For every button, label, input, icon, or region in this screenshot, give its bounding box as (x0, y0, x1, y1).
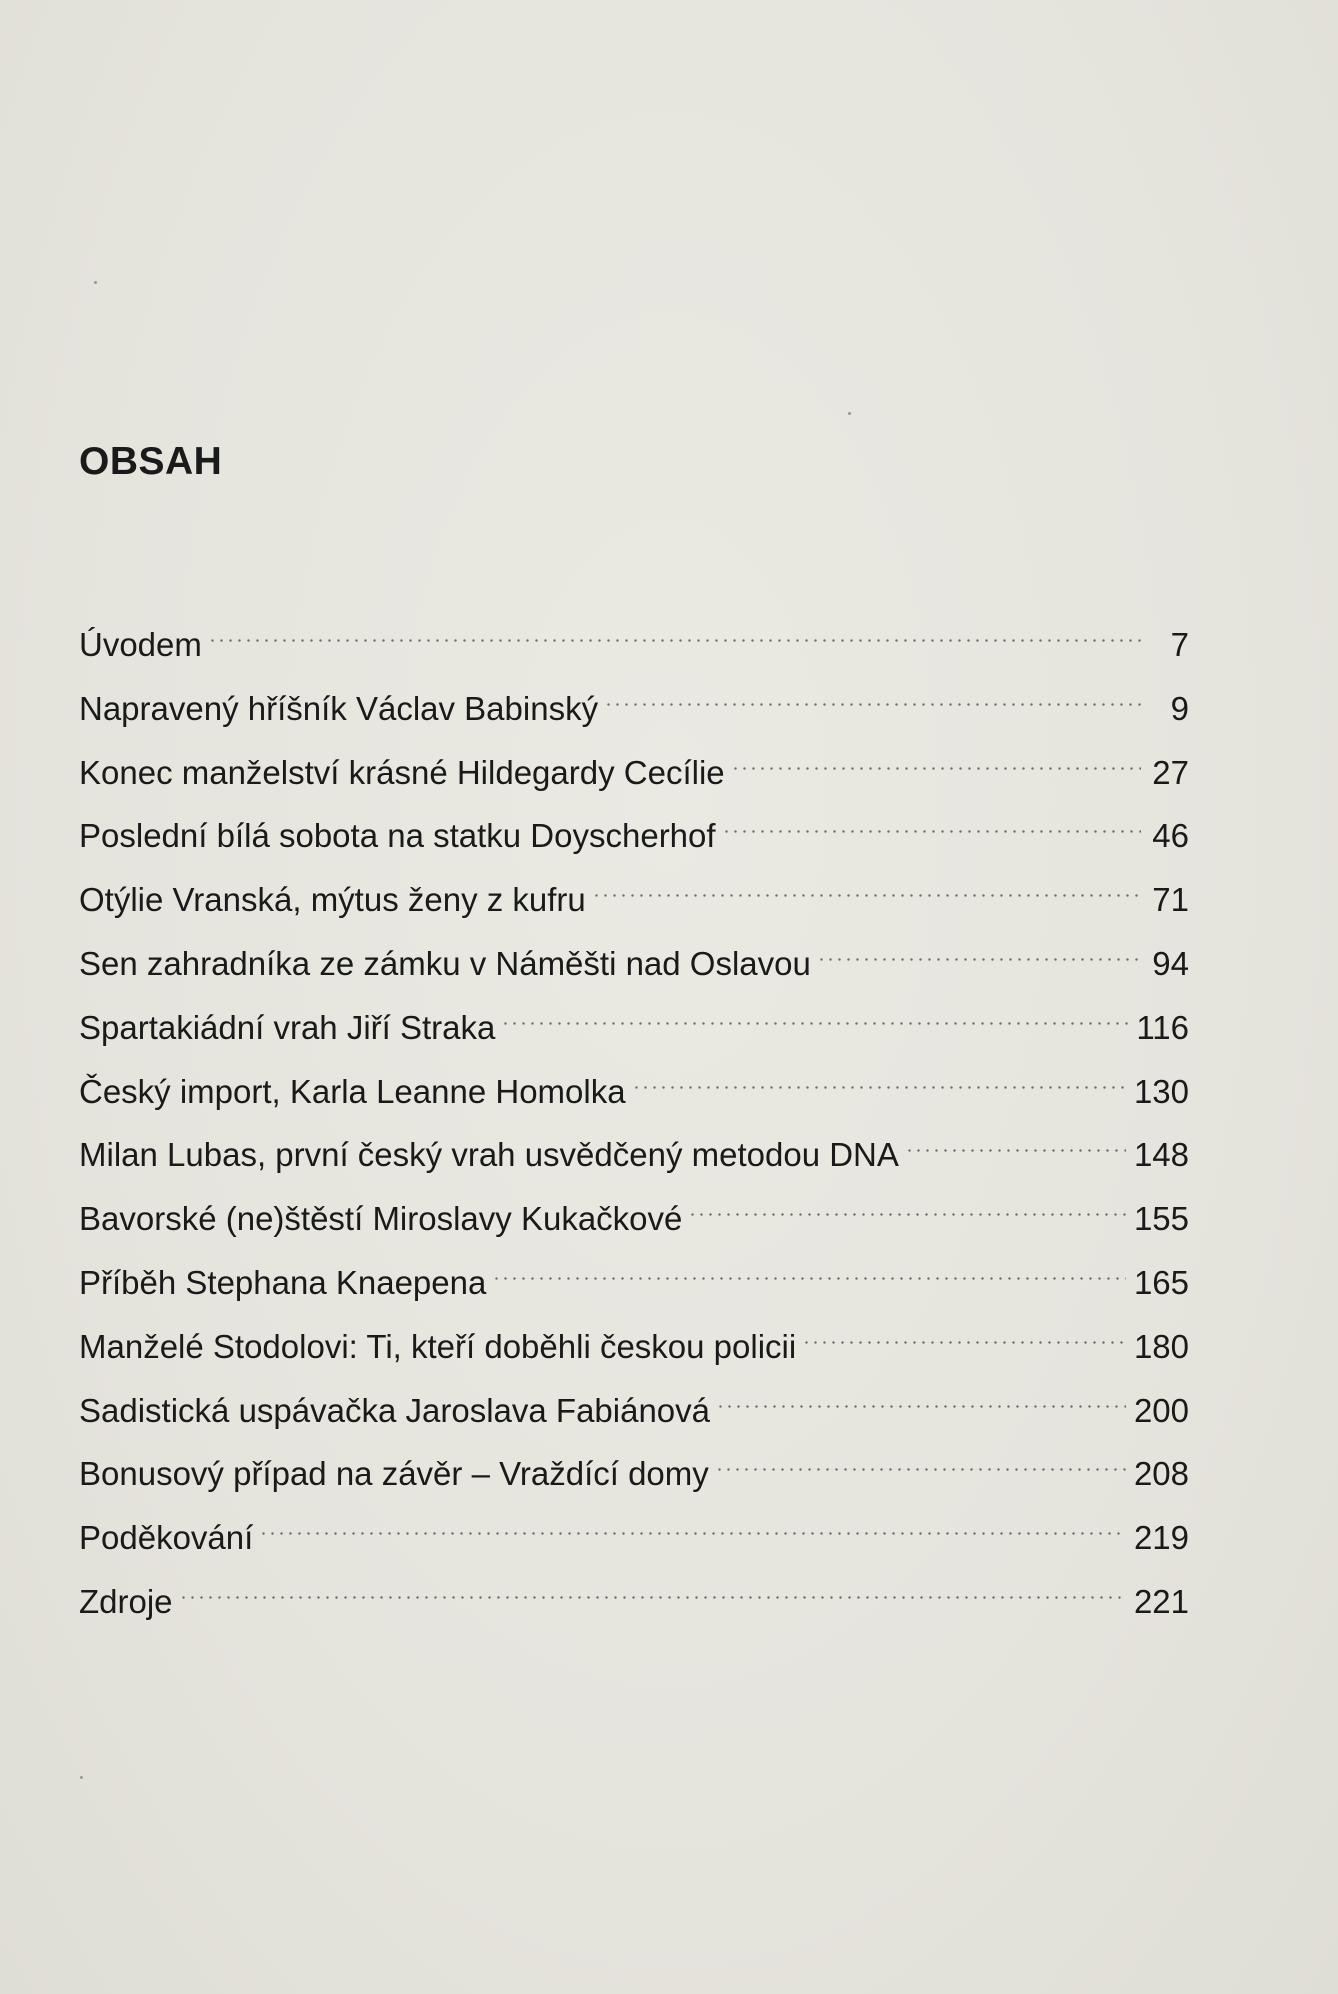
toc-entry (79, 1178, 1189, 1242)
toc-entry-page-number: 9 (1170, 689, 1189, 727)
toc-entry (79, 1561, 1189, 1625)
dot-leader (492, 1242, 1126, 1294)
table-of-contents (79, 604, 1189, 1625)
paper-speck (94, 281, 97, 284)
dot-leader (817, 923, 1141, 975)
toc-entry-title: Český import, Karla Leanne Homolka (79, 1072, 626, 1110)
toc-entry-title: Napravený hříšník Václav Babinský (79, 689, 599, 727)
dot-leader (802, 1306, 1126, 1358)
toc-entry-title: Poděkování (79, 1519, 254, 1557)
toc-entry-title: Úvodem (79, 626, 202, 663)
toc-entry (79, 1306, 1189, 1370)
toc-entry (79, 668, 1189, 732)
toc-entry-title: Sen zahradníka ze zámku v Náměšti nad Oslavou (79, 944, 811, 982)
dot-leader (208, 604, 1141, 656)
toc-entry-page-number: 7 (1170, 626, 1189, 663)
toc-entry-title: Spartakiádní vrah Jiří Straka (79, 1008, 496, 1046)
toc-entry (79, 604, 1189, 668)
toc-entry-page-number: 155 (1133, 1200, 1189, 1238)
toc-entry-page-number: 221 (1133, 1582, 1189, 1620)
toc-entry (79, 987, 1189, 1051)
toc-entry-title: Zdroje (79, 1582, 173, 1620)
dot-leader (604, 668, 1141, 720)
dot-leader (905, 1114, 1126, 1166)
toc-entry-page-number: 148 (1133, 1136, 1189, 1174)
dot-leader (501, 987, 1128, 1039)
toc-entry (79, 1497, 1189, 1561)
dot-leader (716, 1370, 1126, 1422)
toc-entry-page-number: 208 (1133, 1455, 1189, 1493)
toc-entry-title: Manželé Stodolovi: Ti, kteří doběhli českou policii (79, 1327, 797, 1365)
dot-leader (731, 732, 1141, 784)
dot-leader (179, 1561, 1126, 1613)
toc-entry-page-number: 71 (1152, 881, 1189, 919)
toc-entry-title: Otýlie Vranská, mýtus ženy z kufru (79, 881, 586, 919)
toc-entry-page-number: 180 (1133, 1327, 1189, 1365)
toc-entry-page-number: 27 (1152, 753, 1189, 791)
toc-entry-title: Konec manželství krásné Hildegardy Cecílie (79, 753, 725, 791)
toc-entry-page-number: 165 (1133, 1263, 1189, 1301)
toc-entry (79, 923, 1189, 987)
toc-entry (79, 1114, 1189, 1178)
toc-entry-page-number: 94 (1152, 944, 1189, 982)
toc-entry (79, 1051, 1189, 1115)
toc-entry (79, 859, 1189, 923)
toc-entry (79, 732, 1189, 796)
toc-entry-page-number: 200 (1133, 1391, 1189, 1429)
toc-entry-page-number: 116 (1136, 1008, 1189, 1046)
toc-entry (79, 1433, 1189, 1497)
toc-entry-page-number: 219 (1133, 1519, 1189, 1557)
page-title: OBSAH (79, 440, 223, 483)
dot-leader (259, 1497, 1126, 1549)
toc-entry (79, 1370, 1189, 1434)
dot-leader (632, 1051, 1126, 1103)
toc-entry-title: Poslední bílá sobota na statku Doyscherhof (79, 817, 716, 855)
toc-entry (79, 1242, 1189, 1306)
toc-entry-title: Příběh Stephana Knaepena (79, 1263, 487, 1301)
toc-entry-page-number: 46 (1152, 817, 1189, 855)
toc-entry-title: Bonusový případ na závěr – Vraždící domy (79, 1455, 709, 1493)
toc-entry-title: Bavorské (ne)štěstí Miroslavy Kukačkové (79, 1200, 683, 1238)
dot-leader (722, 795, 1141, 847)
paper-speck (848, 412, 851, 415)
dot-leader (592, 859, 1141, 911)
toc-entry-title: Milan Lubas, první český vrah usvědčený metodou DNA (79, 1136, 899, 1174)
dot-leader (688, 1178, 1126, 1230)
dot-leader (715, 1433, 1126, 1485)
toc-entry (79, 795, 1189, 859)
toc-entry-title: Sadistická uspávačka Jaroslava Fabiánová (79, 1391, 711, 1429)
paper-speck (80, 1776, 83, 1779)
toc-entry-page-number: 130 (1133, 1072, 1189, 1110)
